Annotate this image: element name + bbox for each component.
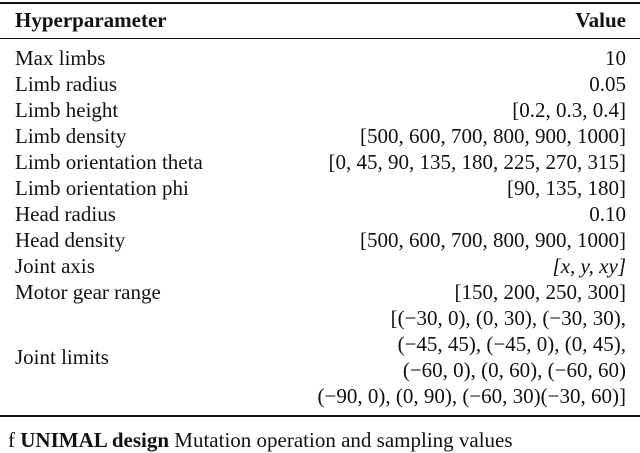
table-row-joint-limits bbox=[0, 305, 640, 409]
caption-rest: Mutation operation and sampling values bbox=[174, 428, 513, 452]
row-name: Limb orientation theta bbox=[15, 150, 203, 174]
row-name: Joint limits bbox=[15, 345, 109, 369]
table-row bbox=[0, 149, 640, 175]
header-value: Value bbox=[575, 8, 626, 32]
row-value: [500, 600, 700, 800, 900, 1000] bbox=[360, 124, 626, 148]
row-value: [500, 600, 700, 800, 900, 1000] bbox=[360, 228, 626, 252]
row-name: Head density bbox=[15, 228, 126, 252]
table-row bbox=[0, 97, 640, 123]
row-name: Head radius bbox=[15, 202, 116, 226]
row-name: Limb orientation phi bbox=[15, 176, 189, 200]
row-value: [0.2, 0.3, 0.4] bbox=[512, 98, 626, 122]
joint-limits-line: (−90, 0), (0, 90), (−60, 30)(−30, 60)] bbox=[317, 384, 626, 408]
row-name: Limb density bbox=[15, 124, 127, 148]
caption-prefix: f bbox=[8, 428, 15, 452]
row-name: Limb height bbox=[15, 98, 119, 122]
table-top-rule bbox=[0, 2, 640, 4]
table-row bbox=[0, 123, 640, 149]
table-row bbox=[0, 71, 640, 97]
table-row bbox=[0, 227, 640, 253]
table-header-rule bbox=[0, 38, 640, 39]
header-hyperparameter: Hyperparameter bbox=[15, 8, 167, 32]
table-row bbox=[0, 201, 640, 227]
table-row bbox=[0, 45, 640, 71]
table-row bbox=[0, 175, 640, 201]
row-value: 10 bbox=[605, 46, 626, 70]
joint-limits-values bbox=[318, 305, 626, 409]
row-value: 0.10 bbox=[589, 202, 626, 226]
row-name: Motor gear range bbox=[15, 280, 161, 304]
row-value: 0.05 bbox=[589, 72, 626, 96]
caption-bold: UNIMAL design bbox=[20, 428, 170, 452]
table-row bbox=[0, 253, 640, 279]
table-bottom-rule bbox=[0, 415, 640, 417]
table-header bbox=[0, 6, 640, 36]
joint-limits-line: (−60, 0), (0, 60), (−60, 60) bbox=[402, 358, 626, 382]
row-name: Joint axis bbox=[15, 254, 95, 278]
row-value: [0, 45, 90, 135, 180, 225, 270, 315] bbox=[328, 150, 626, 174]
row-name: Max limbs bbox=[15, 46, 106, 70]
row-value: [x, y, xy] bbox=[552, 254, 626, 278]
table-caption bbox=[8, 428, 513, 453]
joint-limits-line: (−45, 45), (−45, 0), (0, 45), bbox=[397, 332, 626, 356]
table-body bbox=[0, 45, 640, 409]
joint-limits-line: [(−30, 0), (0, 30), (−30, 30), bbox=[390, 306, 626, 330]
row-value: [90, 135, 180] bbox=[507, 176, 626, 200]
row-value: [150, 200, 250, 300] bbox=[454, 280, 626, 304]
table-row bbox=[0, 279, 640, 305]
row-name: Limb radius bbox=[15, 72, 118, 96]
